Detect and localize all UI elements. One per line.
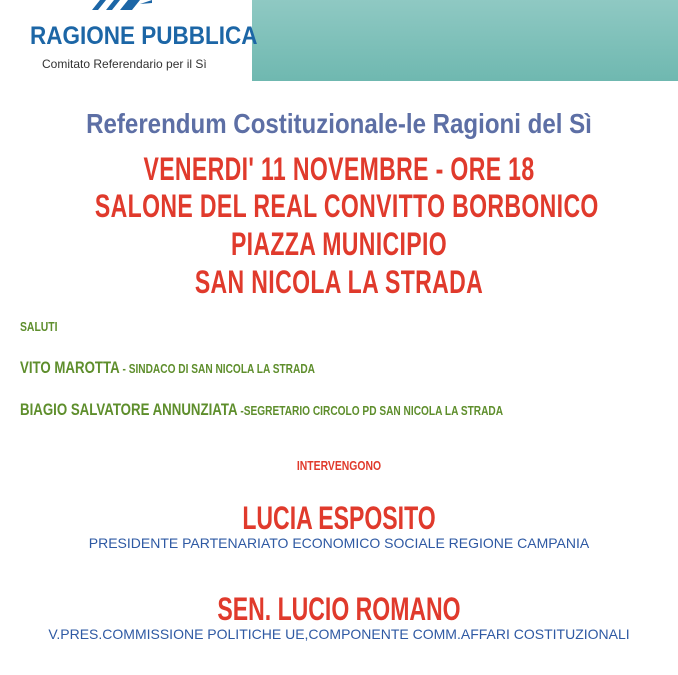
greeting-speaker <box>20 400 503 420</box>
event-date-time: VENERDI' 11 NOVEMBRE - ORE 18 <box>143 151 535 187</box>
speaker-name: VITO MAROTTA <box>20 358 120 377</box>
speaker-name-large: SEN. LUCIO ROMANO <box>217 591 461 627</box>
speaker-role: - SINDACO DI SAN NICOLA LA STRADA <box>119 361 315 376</box>
speaker-role-line: PRESIDENTE PARTENARIATO ECONOMICO SOCIALE REGIONE CAMPANIA <box>88 535 590 551</box>
org-name: RAGIONE PUBBLICA <box>30 22 258 50</box>
logo-mark-icon <box>92 0 152 10</box>
org-subtitle: Comitato Referendario per il Sì <box>42 57 207 71</box>
event-square: PIAZZA MUNICIPIO <box>230 226 448 262</box>
greeting-speaker <box>20 358 315 378</box>
header-teal-block <box>252 0 678 81</box>
speaker-role-line: V.PRES.COMMISSIONE POLITICHE UE,COMPONENTE COMM.AFFARI COSTITUZIONALI <box>48 626 630 642</box>
speaker-role: -SEGRETARIO CIRCOLO PD SAN NICOLA LA STRADA <box>237 403 504 418</box>
page-title: Referendum Costituzionale-le Ragioni del Sì <box>86 108 592 139</box>
speaker-name: BIAGIO SALVATORE ANNUNZIATA <box>20 400 238 419</box>
speaker-name-large: LUCIA ESPOSITO <box>242 500 436 536</box>
greetings-heading: SALUTI <box>20 319 58 334</box>
event-venue: SALONE DEL REAL CONVITTO BORBONICO <box>94 188 599 224</box>
event-town: SAN NICOLA LA STRADA <box>194 264 484 300</box>
interventions-heading: INTERVENGONO <box>296 458 382 473</box>
